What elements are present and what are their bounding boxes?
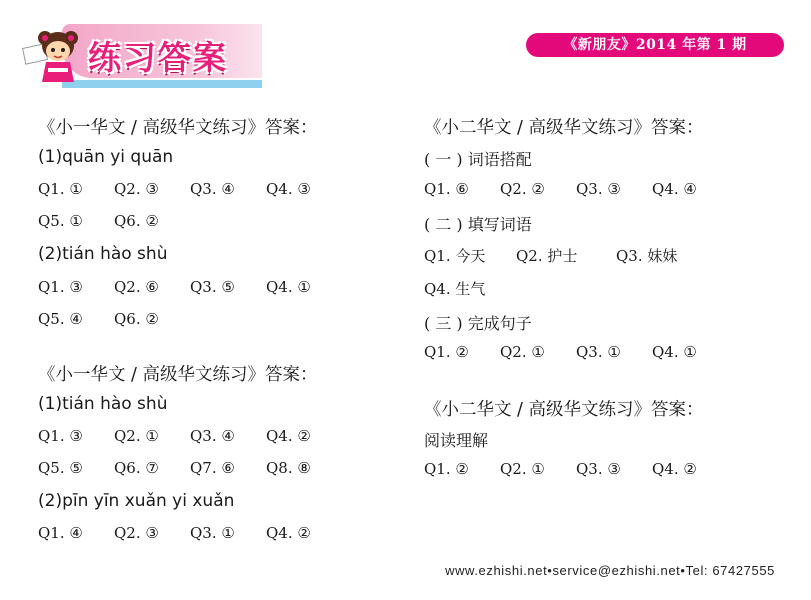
part-title: 阅读理解 [424, 431, 489, 450]
answer-item: Q6. ⑦ [114, 459, 159, 477]
part-title: ( 二 ) 填写词语 [424, 215, 532, 234]
answer-item: Q6. ② [114, 212, 159, 230]
section-heading: 《小一华文 / 高级华文练习》答案： [38, 118, 318, 138]
answer-item: Q1. ② [424, 343, 469, 361]
part-title: (2)pīn yīn xuǎn yi xuǎn [38, 491, 235, 511]
answer-item: Q5. ① [38, 212, 83, 230]
part-title: ( 三 ) 完成句子 [424, 314, 532, 333]
answer-item: Q2. ② [500, 180, 545, 198]
answer-item: Q1. ⑥ [424, 180, 469, 198]
answer-item: Q1. ② [424, 460, 469, 478]
answer-item: Q4. ② [652, 460, 697, 478]
answer-item: Q4. ④ [652, 180, 697, 198]
answer-item: Q1. ③ [38, 427, 83, 445]
header-banner [22, 24, 262, 90]
answer-item: Q4. ① [652, 343, 697, 361]
mascot-girl-icon [22, 24, 92, 88]
answer-item: Q2. ③ [114, 524, 159, 542]
answer-item: Q2. ⑥ [114, 278, 159, 296]
answer-item: Q3. ① [190, 524, 235, 542]
answer-item: Q3. ④ [190, 427, 235, 445]
answer-item: Q6. ② [114, 310, 159, 328]
answer-item: Q1. ③ [38, 278, 83, 296]
answer-item: Q2. ① [114, 427, 159, 445]
answer-item: Q2. 护士 [516, 247, 578, 265]
answer-item: Q2. ① [500, 460, 545, 478]
answer-item: Q5. ④ [38, 310, 83, 328]
footer-contact: www.ezhishi.net•service@ezhishi.net•Tel: 67427555 [445, 563, 775, 578]
answer-item: Q3. ③ [576, 460, 621, 478]
answer-item: Q2. ③ [114, 180, 159, 198]
section-heading: 《小二华文 / 高级华文练习》答案： [424, 118, 704, 138]
answer-item: Q4. ③ [266, 180, 311, 198]
answer-item: Q8. ⑧ [266, 459, 311, 477]
part-title: (1)tián hào shù [38, 394, 168, 414]
answer-item: Q3. 妹妹 [616, 247, 678, 265]
answer-item: Q4. ① [266, 278, 311, 296]
answer-item: Q3. ① [576, 343, 621, 361]
section-heading: 《小一华文 / 高级华文练习》答案： [38, 365, 318, 385]
answer-item: Q1. ④ [38, 524, 83, 542]
answer-item: Q1. 今天 [424, 247, 486, 265]
part-title: (1)quān yi quān [38, 147, 174, 167]
answer-item: Q7. ⑥ [190, 459, 235, 477]
answer-item: Q5. ⑤ [38, 459, 83, 477]
answer-item: Q4. ② [266, 524, 311, 542]
answer-item: Q3. ③ [576, 180, 621, 198]
answer-item: Q4. ② [266, 427, 311, 445]
answer-item: Q2. ① [500, 343, 545, 361]
part-title: ( 一 ) 词语搭配 [424, 150, 532, 169]
answer-item: Q1. ① [38, 180, 83, 198]
answer-item: Q3. ⑤ [190, 278, 235, 296]
section-heading: 《小二华文 / 高级华文练习》答案： [424, 400, 704, 420]
answer-item: Q4. 生气 [424, 280, 486, 298]
part-title: (2)tián hào shù [38, 244, 168, 264]
issue-badge: 《新朋友》2014 年第 1 期 [526, 33, 784, 57]
banner-underline [62, 80, 262, 88]
page-title: 练习答案 [88, 38, 228, 77]
answer-item: Q3. ④ [190, 180, 235, 198]
